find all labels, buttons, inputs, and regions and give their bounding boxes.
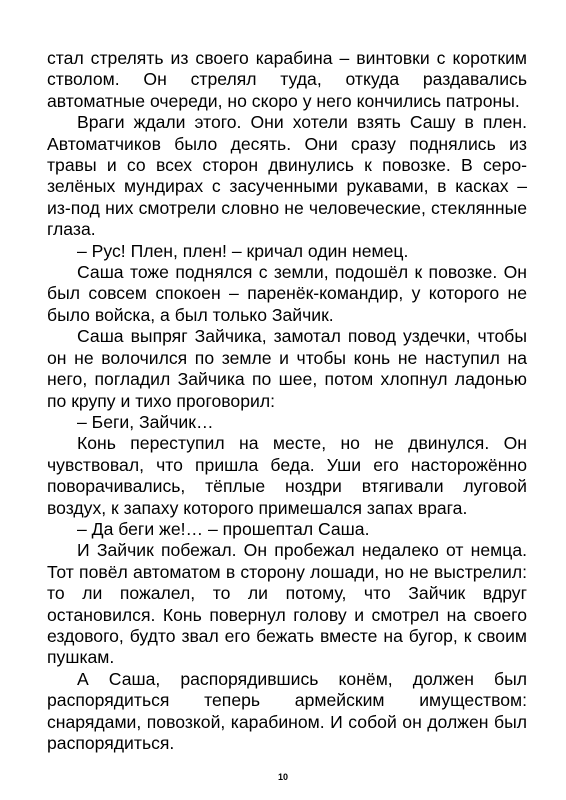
paragraph-3: – Рус! Плен, плен! – кричал один немец.: [77, 240, 409, 261]
paragraph-7: Конь переступил на месте, но не двинулся. Он чувствовал, что пришла беда. Уши его насторожённо поворачивались, тёплые ноздри втягивали луговой воздух, к запаху которого примешался запах врага.: [47, 433, 527, 518]
page-number: 10: [277, 772, 288, 782]
page-text: [47, 48, 527, 754]
paragraph-5: Саша выпряг Зайчика, замотал повод уздечки, чтобы он не волочился по земле и чтобы конь не наступил на него, погладил Зайчика по шее, потом хлопнул ладонью по крупу и тихо проговорил:: [47, 326, 527, 411]
paragraph-4: Саша тоже поднялся с земли, подошёл к повозке. Он был совсем спокоен – паренёк-командир, у которого не было войска, а был только Зайчик.: [47, 262, 527, 325]
paragraph-9: И Зайчик побежал. Он пробежал недалеко от немца. Тот повёл автоматом в сторону лошади, но не выстрелил: то ли пожалел, то ли потому, что Зайчик вдруг остановился. Конь повернул голову и смотрел на своего ездового, будто звал его бежать вместе на бугор, к своим пушкам.: [47, 540, 527, 668]
paragraph-10: А Саша, распорядившись конём, должен был распорядиться теперь армейским имуществом: снарядами, повозкой, карабином. И собой он должен был распорядиться.: [47, 668, 527, 753]
paragraph-8: – Да беги же!… – прошептал Саша.: [77, 518, 370, 539]
paragraph-6: – Беги, Зайчик…: [77, 411, 214, 432]
paragraph-1: стал стрелять из своего карабина – винтовки с коротким стволом. Он стрелял туда, откуда раздавались автоматные очереди, но скоро у него кончились патроны.: [47, 48, 527, 111]
paragraph-2: Враги ждали этого. Они хотели взять Сашу в плен. Автоматчиков было десять. Они сразу поднялись из травы и со всех сторон двинулись к повозке. В серо-зелёных мундирах с засученными рукавами, в касках – из-под них смотрели словно не человеческие, стеклянные глаза.: [47, 112, 527, 240]
